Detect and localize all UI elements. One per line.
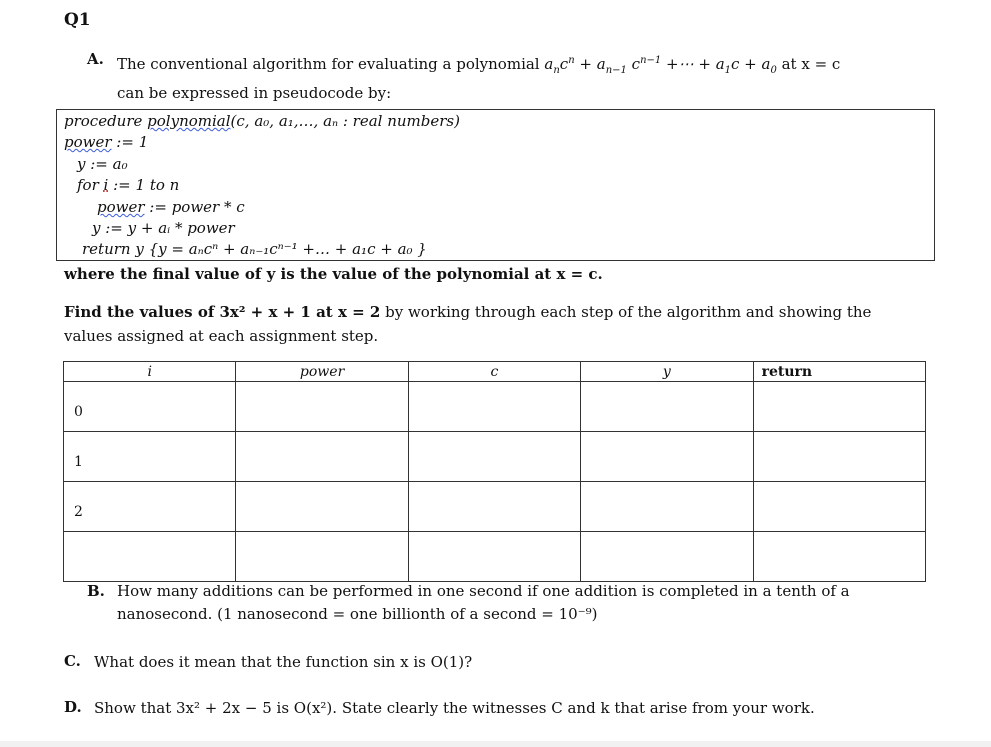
pseudocode-line-2	[64, 133, 148, 151]
power-init: := 1	[111, 133, 149, 151]
power-var-loop: power	[97, 198, 145, 216]
table-cell[interactable]: 0	[64, 382, 236, 432]
question-title: Q1	[64, 10, 91, 30]
part-a-at-x: at x = c	[776, 55, 841, 73]
loop-index: i	[103, 176, 109, 194]
pseudocode-line-5	[97, 198, 245, 216]
header-i: i	[64, 362, 236, 382]
table-cell[interactable]	[753, 382, 925, 432]
part-a-line2: can be expressed in pseudocode by:	[117, 84, 392, 102]
pseudocode-line-7: return y {y = aₙcⁿ + aₙ₋₁cⁿ⁻¹ +… + a₁c + a₀ }	[82, 240, 427, 258]
table-cell[interactable]: 1	[64, 432, 236, 482]
header-return: return	[753, 362, 925, 382]
table-header-row	[64, 362, 926, 382]
procedure-args: (c, a₀, a₁,…, aₙ : real numbers)	[230, 112, 460, 130]
find-bold: Find the values of 3x² + x + 1 at x = 2	[64, 303, 381, 321]
header-y: y	[581, 362, 753, 382]
find-rest: by working through each step of the algorithm and showing the values assigned at each assignment step.	[64, 303, 872, 345]
table-cell[interactable]	[581, 532, 753, 582]
pseudocode-line-6: y := y + aᵢ * power	[92, 219, 235, 237]
table-row	[64, 532, 926, 582]
for-keyword: for	[77, 176, 104, 194]
procedure-keyword: procedure	[64, 112, 148, 130]
table-row	[64, 482, 926, 532]
procedure-name: polynomial	[147, 112, 231, 130]
pseudocode-line-3: y := a₀	[77, 155, 128, 173]
pseudocode-line-1	[64, 112, 460, 130]
pseudocode-line-4	[77, 176, 179, 194]
table-cell[interactable]: 2	[64, 482, 236, 532]
page-bottom-edge	[0, 741, 991, 747]
pseudocode-box	[56, 109, 935, 261]
table-cell[interactable]	[408, 532, 580, 582]
part-d-text: Show that 3x² + 2x − 5 is O(x²). State clearly the witnesses C and k that arise from your work.	[94, 699, 815, 717]
table-cell[interactable]	[408, 382, 580, 432]
part-c-text: What does it mean that the function sin x is O(1)?	[94, 653, 473, 671]
part-a-text	[117, 49, 937, 105]
part-a-label: A.	[87, 50, 104, 68]
table-cell[interactable]	[753, 482, 925, 532]
table-cell[interactable]	[581, 482, 753, 532]
polynomial-expression: $a_nc^n + a_{n-1}$ $c^{n-1}$ +⋯ + $a_1c + a_0$	[544, 55, 777, 76]
table-cell[interactable]	[753, 432, 925, 482]
loop-range: := 1 to n	[108, 176, 180, 194]
table-cell[interactable]	[236, 432, 408, 482]
power-update: := power * c	[144, 198, 245, 216]
table-cell[interactable]	[753, 532, 925, 582]
table-cell[interactable]	[64, 532, 236, 582]
find-instruction	[64, 300, 924, 348]
part-c-label: C.	[64, 652, 81, 670]
part-d-label: D.	[64, 698, 82, 716]
header-power: power	[236, 362, 408, 382]
table-row	[64, 382, 926, 432]
table-cell[interactable]	[408, 432, 580, 482]
final-value-statement: where the final value of y is the value of the polynomial at x = c.	[64, 265, 603, 283]
part-b-text: How many additions can be performed in one second if one addition is completed in a tenth of a nanosecond. (1 nanosecond = one billionth of a second = 10⁻⁹)	[117, 582, 850, 623]
header-c: c	[408, 362, 580, 382]
table-cell[interactable]	[581, 382, 753, 432]
power-var: power	[64, 133, 112, 151]
table-cell[interactable]	[581, 432, 753, 482]
table-cell[interactable]	[236, 382, 408, 432]
part-b-label: B.	[87, 582, 105, 600]
table-cell[interactable]	[236, 532, 408, 582]
table-cell[interactable]	[408, 482, 580, 532]
part-a-intro: The conventional algorithm for evaluating a polynomial	[117, 55, 545, 73]
table-row	[64, 432, 926, 482]
trace-table	[63, 361, 926, 582]
table-cell[interactable]	[236, 482, 408, 532]
